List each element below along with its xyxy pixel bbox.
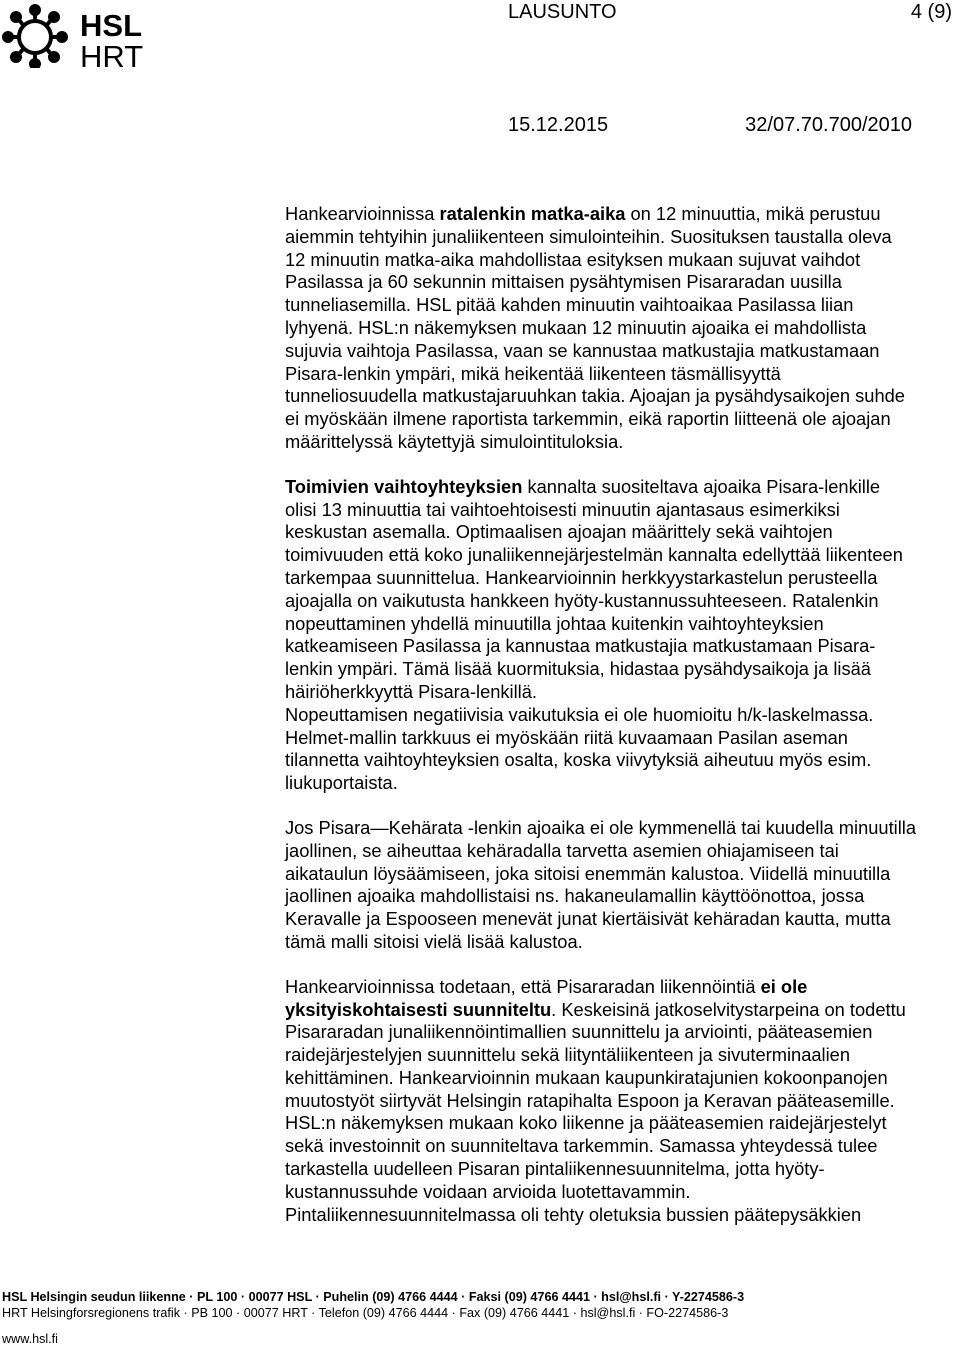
text-run: Pisara-lenkin ympäri, mikä heikentää liikenteen täsmällisyyttä	[285, 362, 781, 384]
text-run: jaollinen ajoaika mahdollistaisi ns. hakaneulamallin käyttöönottoa, jossa	[285, 885, 865, 907]
text-run: toimivuuden että koko junaliikennejärjestelmän kannalta edellyttää liikenteen	[285, 544, 903, 566]
text-run: tarkastella uudelleen Pisaran pintaliikennesuunnitelma, jotta hyöty-	[285, 1158, 825, 1180]
text-line	[285, 863, 960, 886]
bold-text: yksityiskohtaisesti suunniteltu	[285, 998, 552, 1020]
text-run: tilannetta vaihtoyhteyksien osalta, koska viivytyksiä aiheutuu myös esim.	[285, 749, 872, 771]
text-line	[285, 1067, 960, 1090]
text-run: tunneliosuudella matkustajaruuhkan takia. Ajoajan ja pysähdysaikojen suhde	[285, 385, 905, 407]
text-line	[285, 385, 960, 408]
document-date: 15.12.2015	[508, 114, 609, 136]
text-line	[285, 1044, 960, 1067]
text-run: liukuportaista.	[285, 772, 398, 794]
text-line	[285, 613, 960, 636]
text-line	[285, 681, 960, 704]
text-run: tunneliasemilla. HSL pitää kahden minuutin vaihtoaikaa Pasilassa liian	[285, 294, 854, 316]
text-line	[285, 294, 960, 317]
bold-text: ei ole	[760, 975, 808, 997]
text-line	[285, 1112, 960, 1135]
bold-text: Toimivien vaihtoyhteyksien	[285, 475, 523, 497]
paragraph	[285, 976, 960, 1227]
text-line	[285, 499, 960, 522]
text-line	[285, 908, 960, 931]
text-line	[285, 317, 960, 340]
text-line	[285, 1135, 960, 1158]
text-line	[285, 340, 960, 363]
text-run: aikataulun löysäämiseen, joka sitoisi enemmän kalustoa. Viidellä minuutilla	[285, 862, 891, 884]
text-run: Keravalle ja Espooseen menevät junat kiertäisivät kehäradan kautta, mutta	[285, 908, 891, 930]
document-type: LAUSUNTO	[508, 1, 617, 23]
text-line	[285, 931, 960, 954]
text-run: aiemmin tehtyihin junaliikenteen simulointeihin. Suosituksen taustalla oleva	[285, 225, 892, 247]
text-line	[285, 658, 960, 681]
text-line	[285, 203, 960, 226]
text-run: lenkin ympäri. Tämä lisää kuormituksia, hidastaa pysähdysaikoja ja lisää	[285, 658, 871, 680]
text-run: Hankearvioinnissa	[285, 203, 440, 224]
text-line	[285, 249, 960, 272]
text-line	[285, 976, 960, 999]
paragraph	[285, 476, 960, 795]
text-run: sekä investoinnit on suunniteltava tarkemmin. Samassa yhteydessä tulee	[285, 1135, 878, 1157]
text-run: olisi 13 minuuttia tai vaihtoehtoisesti minuutin ajantasaus esimerkiksi	[285, 498, 840, 520]
hsl-logo-icon	[2, 4, 177, 68]
footer-line-sv: HRT Helsingforsregionens trafik · PB 100 · 00077 HRT · Telefon (09) 4766 4444 · Fax (09) 4766 4441 · hsl@hsl.fi · FO-2274586-3	[2, 1306, 729, 1320]
bold-text: ratalenkin matka-aika	[439, 203, 626, 224]
text-run: keskustan asemalla. Optimaalisen ajoajan määrittely sekä vaihtojen	[285, 521, 833, 543]
text-run: raidejärjestelyjen suunnittelu sekä liityntäliikenteen ja sivuterminaalien	[285, 1044, 850, 1066]
paragraph	[285, 203, 960, 454]
text-line	[285, 727, 960, 750]
text-run: lyhyenä. HSL:n näkemyksen mukaan 12 minuutin ajoaika ei mahdollista	[285, 316, 867, 338]
text-run: Nopeuttamisen negatiivisia vaikutuksia ei ole huomioitu h/k-laskelmassa.	[285, 703, 874, 725]
text-run: jaollinen, se aiheuttaa kehäradalla tarvetta asemien ohiajamiseen tai	[285, 839, 839, 861]
text-line	[285, 1158, 960, 1181]
text-line	[285, 999, 960, 1022]
text-run: häiriöherkkyyttä Pisara-lenkillä.	[285, 680, 537, 702]
text-line	[285, 772, 960, 795]
text-run: ei myöskään ilmene raportista tarkemmin, eikä raportin liitteenä ole ajoajan	[285, 408, 891, 430]
page-number: 4 (9)	[910, 1, 952, 23]
text-line	[285, 840, 960, 863]
text-line	[285, 363, 960, 386]
document-reference: 32/07.70.700/2010	[745, 114, 912, 136]
text-run: kustannussuhde voidaan arvioida luotettavammin.	[285, 1180, 691, 1202]
text-run: tämä malli sitoisi vielä lisää kalustoa.	[285, 930, 583, 952]
paragraph	[285, 817, 960, 954]
text-run: on 12 minuuttia, mikä perustuu	[625, 203, 881, 224]
text-run: Helmet-mallin tarkkuus ei myöskään riitä kuvaamaan Pasilan aseman	[285, 726, 848, 748]
text-line	[285, 704, 960, 727]
text-run: ajoajalla on vaikutusta hankkeen hyöty-kustannussuhteeseen. Ratalenkin	[285, 589, 879, 611]
text-line	[285, 408, 960, 431]
text-run: tarkempaa suunnittelua. Hankearvioinnin herkkyystarkastelun perusteella	[285, 566, 878, 588]
footer-line-fi: HSL Helsingin seudun liikenne · PL 100 · 00077 HSL · Puhelin (09) 4766 4444 · Faksi (09) 4766 4441 · hsl@hsl.fi · Y-2274586-3	[2, 1290, 745, 1304]
text-line	[285, 1181, 960, 1204]
text-run: muutostyöt siirtyvät Helsingin ratapihalta Espoon ja Keravan pääteasemille.	[285, 1089, 895, 1111]
text-run: Pisararadan junaliikennöintimallien suunnittelu ja arviointi, pääteasemien	[285, 1021, 873, 1043]
footer-website-link[interactable]: www.hsl.fi	[2, 1332, 58, 1346]
text-run: sujuvia vaihtoja Pasilassa, vaan se kannustaa matkustajia matkustamaan	[285, 339, 880, 361]
text-run: Pintaliikennesuunnitelmassa oli tehty oletuksia bussien päätepysäkkien	[285, 1203, 862, 1225]
text-line	[285, 521, 960, 544]
text-run: 12 minuutin matka-aika mahdollistaa esityksen mukaan sujuvat vaihdot	[285, 248, 861, 270]
text-line	[285, 1204, 960, 1227]
text-line	[285, 749, 960, 772]
text-run: kehittäminen. Hankearvioinnin mukaan kaupunkiratajunien kokoonpanojen	[285, 1066, 888, 1088]
footer	[2, 1289, 952, 1347]
logo-hsl-text: HSL	[80, 8, 142, 43]
text-line	[285, 885, 960, 908]
text-run: Pasilassa ja 60 sekunnin mittaisen pysähtymisen Pisararadan uusilla	[285, 271, 842, 293]
text-line	[285, 817, 960, 840]
text-run: Hankearvioinnissa todetaan, että Pisararadan liikennöintiä	[285, 975, 761, 997]
text-line	[285, 431, 960, 454]
text-line	[285, 1090, 960, 1113]
hsl-hrt-logo	[2, 4, 177, 68]
text-line	[285, 567, 960, 590]
text-line	[285, 544, 960, 567]
text-run: nopeuttaminen yhdellä minuutilla johtaa kuitenkin vaihtoyhteyksien	[285, 612, 824, 634]
text-line	[285, 635, 960, 658]
document-body	[285, 203, 960, 1248]
text-line	[285, 226, 960, 249]
logo-hrt-text: HRT	[80, 39, 144, 68]
text-line	[285, 1021, 960, 1044]
text-line	[285, 476, 960, 499]
text-run: HSL:n näkemyksen mukaan koko liikenne ja pääteasemien raidejärjestelyt	[285, 1112, 887, 1134]
text-run: Jos Pisara—Kehärata -lenkin ajoaika ei ole kymmenellä tai kuudella minuutilla	[285, 816, 917, 838]
text-run: kannalta suositeltava ajoaika Pisara-lenkille	[522, 475, 881, 497]
text-run: määrittelyssä käytettyjä simulointituloksia.	[285, 430, 624, 452]
text-line	[285, 271, 960, 294]
text-line	[285, 590, 960, 613]
text-run: . Keskeisinä jatkoselvitystarpeina on todettu	[551, 998, 906, 1020]
text-run: katkeamiseen Pasilassa ja kannustaa matkustajia matkustamaan Pisara-	[285, 635, 876, 657]
